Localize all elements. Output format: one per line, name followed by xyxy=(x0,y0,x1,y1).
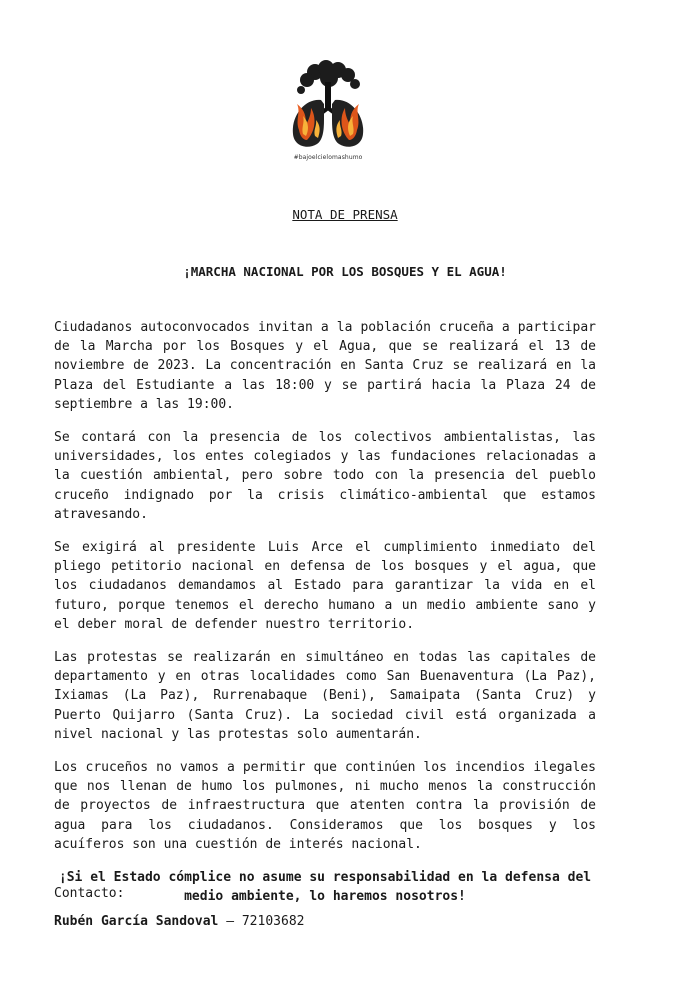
paragraph: Las protestas se realizarán en simultáneo en todas las capitales de departamento y en otras localidades como San Buenaventura (La Paz), Ixiamas (La Paz), Rurrenabaque (Beni), Samaipata (Santa Cruz) y Puerto Quijarro (Santa Cruz). La sociedad civil está organizada a nivel nacional y las protestas solo aumentarán. xyxy=(54,650,596,742)
logo-hashtag: #bajoelcielomashumo xyxy=(293,154,363,161)
press-title: NOTA DE PRENSA xyxy=(292,207,398,222)
closing-statement: ¡Si el Estado cómplice no asume su responsabilidad en la defensa del medio ambiente, lo haremos nosotros! xyxy=(58,870,592,905)
burning-lungs-icon xyxy=(285,60,371,152)
contact-label: Contacto: xyxy=(54,886,125,901)
body-text xyxy=(54,318,596,920)
paragraph: Los cruceños no vamos a permitir que continúen los incendios ilegales que nos llenan de humo los pulmones, ni mucho menos la construcción de proyectos de infraestructura que atenten contra la provisión de agua para los ciudadanos. Consideramos que los bosques y los acuíferos son una cuestión de interés nacional. xyxy=(54,760,596,852)
headline: ¡MARCHA NACIONAL POR LOS BOSQUES Y EL AGUA! xyxy=(183,264,507,279)
contact-line xyxy=(54,914,304,929)
paragraph: Se exigirá al presidente Luis Arce el cumplimiento inmediato del pliego petitorio nacional en defensa de los bosques y el agua, que los ciudadanos demandamos al Estado para garantizar la vida en el futuro, porque tenemos el derecho humano a un medio ambiente sano y el deber moral de defender nuestro territorio. xyxy=(54,540,596,632)
paragraph: Ciudadanos autoconvocados invitan a la población cruceña a participar de la Marcha por los Bosques y el Agua, que se realizará el 13 de noviembre de 2023. La concentración en Santa Cruz se realizará en la Plaza del Estudiante a las 18:00 y se partirá hacia la Plaza 24 de septiembre a las 19:00. xyxy=(54,320,596,412)
paragraph: Se contará con la presencia de los colectivos ambientalistas, las universidades, los entes colegiados y las fundaciones relacionadas a la cuestión ambiental, pero sobre todo con la presencia del pueblo cruceño indignado por la crisis climático-ambiental que estamos atravesando. xyxy=(54,430,596,522)
logo xyxy=(268,60,388,178)
contact-phone: 72103682 xyxy=(241,914,305,929)
contact-name: Rubén García Sandoval xyxy=(54,914,219,929)
contact-separator: – xyxy=(218,914,242,929)
